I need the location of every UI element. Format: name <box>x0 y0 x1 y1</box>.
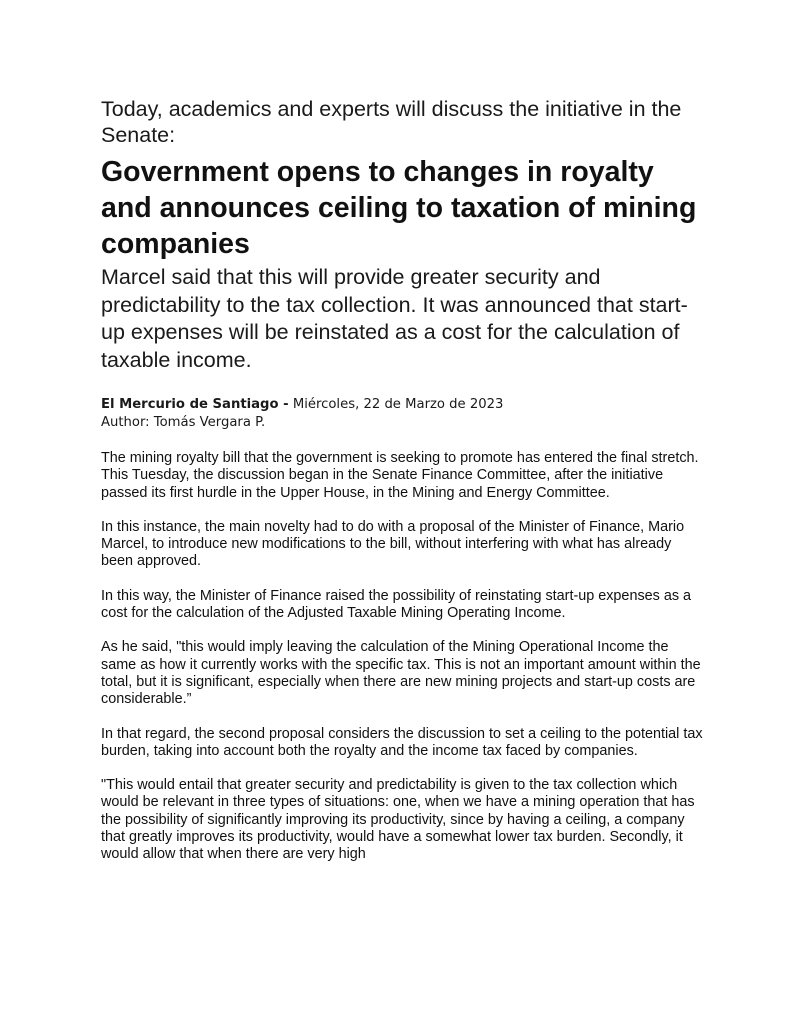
article-page <box>101 96 706 881</box>
article-meta <box>101 396 706 432</box>
article-deck: Marcel said that this will provide greater security and predictability to the tax collection. It was announced that start-up expenses will be reinstated as a cost for the calculation of taxable income. <box>101 265 688 372</box>
body-paragraph: The mining royalty bill that the government is seeking to promote has entered the final stretch. This Tuesday, the discussion began in the Senate Finance Committee, after the initiative passed its first hurdle in the Upper House, in the Mining and Energy Committee. <box>101 450 699 501</box>
body-paragraph: In that regard, the second proposal considers the discussion to set a ceiling to the potential tax burden, taking into account both the royalty and the income tax faced by companies. <box>101 725 703 759</box>
article-date: Miércoles, 22 de Marzo de 2023 <box>292 397 504 412</box>
body-paragraph: As he said, "this would imply leaving the calculation of the Mining Operational Income the same as how it currently works with the specific tax. This is not an important amount within the total, but it is significant, especially when there are new mining projects and start-up costs are considerable.” <box>101 639 701 708</box>
article-kicker: Today, academics and experts will discuss the initiative in the Senate: <box>101 97 682 147</box>
source-line <box>101 396 706 414</box>
article-headline: Government opens to changes in royalty and announces ceiling to taxation of mining companies <box>101 156 697 260</box>
body-paragraph: "This would entail that greater security and predictability is given to the tax collection which would be relevant in three types of situations: one, when we have a mining operation that has the possibility of significantly improving its productivity, since by having a ceiling, a company that greatly improves its productivity, would have a somewhat lower tax burden. Secondly, it would allow that when there are very high <box>101 777 695 863</box>
body-paragraph: In this way, the Minister of Finance raised the possibility of reinstating start-up expenses as a cost for the calculation of the Adjusted Taxable Mining Operating Income. <box>101 587 692 622</box>
body-paragraph: In this instance, the main novelty had to do with a proposal of the Minister of Finance, Mario Marcel, to introduce new modifications to the bill, without interfering with what has already been approved. <box>101 518 685 570</box>
article-author: Author: Tomás Vergara P. <box>101 415 266 430</box>
article-body <box>101 450 706 864</box>
article-source: El Mercurio de Santiago - <box>101 397 289 412</box>
